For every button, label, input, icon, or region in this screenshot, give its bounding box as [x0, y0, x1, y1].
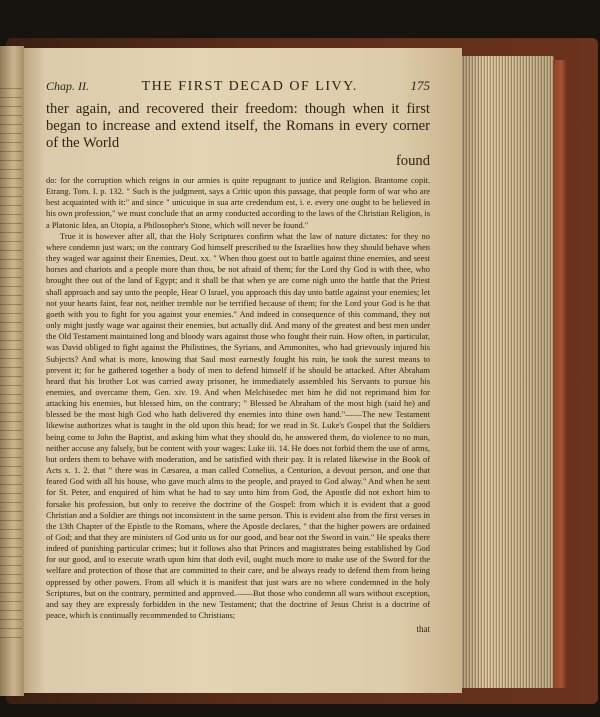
footnote-block	[46, 175, 430, 621]
catchword: that	[416, 624, 430, 635]
main-text-last-word: found	[395, 153, 430, 169]
footnote-paragraph: do: for the corruption which reigns in our armies is quite repugnant to justice and Religion. Brantome copit. Etrang. Tom. I. p. 132. " Such is the judgment, says a Critic upon this passage, that people form of war who are best acquainted with it:" and since " unicuique in sua arte credendum est, i. e. every one ought to be believed in his own profession," we must conclude that an army conducted according to the laws of the Christian Religion, is a Platonic Idea, an Utopia, a Philosopher's Stone, which will never be found."	[46, 175, 430, 230]
page-number: 175	[410, 78, 430, 93]
main-text-paragraph: ther again, and recovered their freedom: though when it first began to increase and extend itself, the Romans in every corner of the World	[46, 101, 430, 151]
fore-edge-shadow	[456, 56, 554, 688]
cover-board-edge	[553, 60, 567, 688]
left-page-text-edge	[0, 80, 22, 640]
footnote-paragraph: True it is however after all, that the Holy Scriptures confirm what the law of nature dictates: for they no where condemn just wars; on the contrary God himself prescribed to the Israelites how they should behave when they waged war against their Enemies, Deut. xx. " When thou goest out to battle against thine enemies, and seest horses and chariots and a people more than thou, be not afraid of them; for the Lord thy God is with thee, who brought thee out of the land of Egypt; and it shall be that when ye are come nigh unto the battle that the Priest shall approach and say unto the people, Hear O Israel, you approach this day unto battle against your enemies; let not your hearts faint, fear not, neither tremble nor be terrified because of them; for the Lord your God is he that goeth with you to fight for you against your enemies." And indeed in consequence of this command, they not only might justly wage war against their enemies, but actually did. And many of the greatest and best men under the Old Testament maintained long and bloody wars against those who fought their ruin. How often, in particular, was David obliged to fight against the Philistines, the Syrians, and Ammonites, who had grievously injured his Subjects? And what is more, knowing that Saul most earnestly fought his ruin, he took the surest means to prevent it; for he gathered together a body of men to defend himself if he should be attacked. After Abraham heard that his brother Lot was carried away prisoner, he immediately assembled his Servants to pursue his enemies, and overcame them, Gen. xiv. 19. And when Melchisedec met him he did not reprimand him for attacking his enemies, but blessed him, on the contrary; " Blessed be Abraham of the most high (said he) and blessed be the most high God who hath delivered thy enemies into thine own hand."——The new Testament likewise authorizes what is taught in the old upon this head; for we read in St. Luke's Gospel that the Soldiers being come to John the Baptist, and asking him what they should do, he answered them, do violence to no man, neither accuse any falsely, but be content with your wages: Luke iii. 14. He does not forbid them the use of arms, but orders them to behave with moderation, and be satisfied with their pay. It is related likewise in the Book of Acts x. 1. 2. that " there was in Cæsarea, a man called Cornelius, a Centurion, a devout person, and one that feared God with all his house, who gave much alms to the people, and prayed to God alway." And when he sent for St. Peter, and enquired of him what he had to say unto him from God, the Apostle did not exhort him to forsake his profession, but only to receive the doctrine of the Gospel: from which it is evident that a good Christian and a Soldier are things not inconsistent in the same person. This is evident also from the first verses in the 13th Chapter of the Epistle to the Romans, where the Apostle declares, " that the higher powers are ordained of God; and that they are ministers of God unto us for our good, and bear not the Sword in vain." He speaks there indeed of punishing particular crimes; but it follows also that Princes and magistrates being established by God for our good, and to execute wrath upon him that doth evil, ought much more to make use of the Sword for the welfare and protection of those that are committed to their care, and be always ready to defend them from being oppressed by other powers. From all which it is manifest that just wars are no where condemned in the holy Scriptures, but on the contrary, permitted and approved.——But those who condemn all wars without exception, and say they are expressly forbidden in the new Testament; that the doctrine of Jesus Christ is a doctrine of peace, which is continually recommended to Christians;	[46, 230, 430, 621]
page-text-block	[46, 78, 430, 635]
running-header	[46, 78, 430, 100]
chapter-label: Chap. II.	[46, 79, 89, 93]
running-title: THE FIRST DECAD OF LIVY.	[141, 79, 358, 94]
